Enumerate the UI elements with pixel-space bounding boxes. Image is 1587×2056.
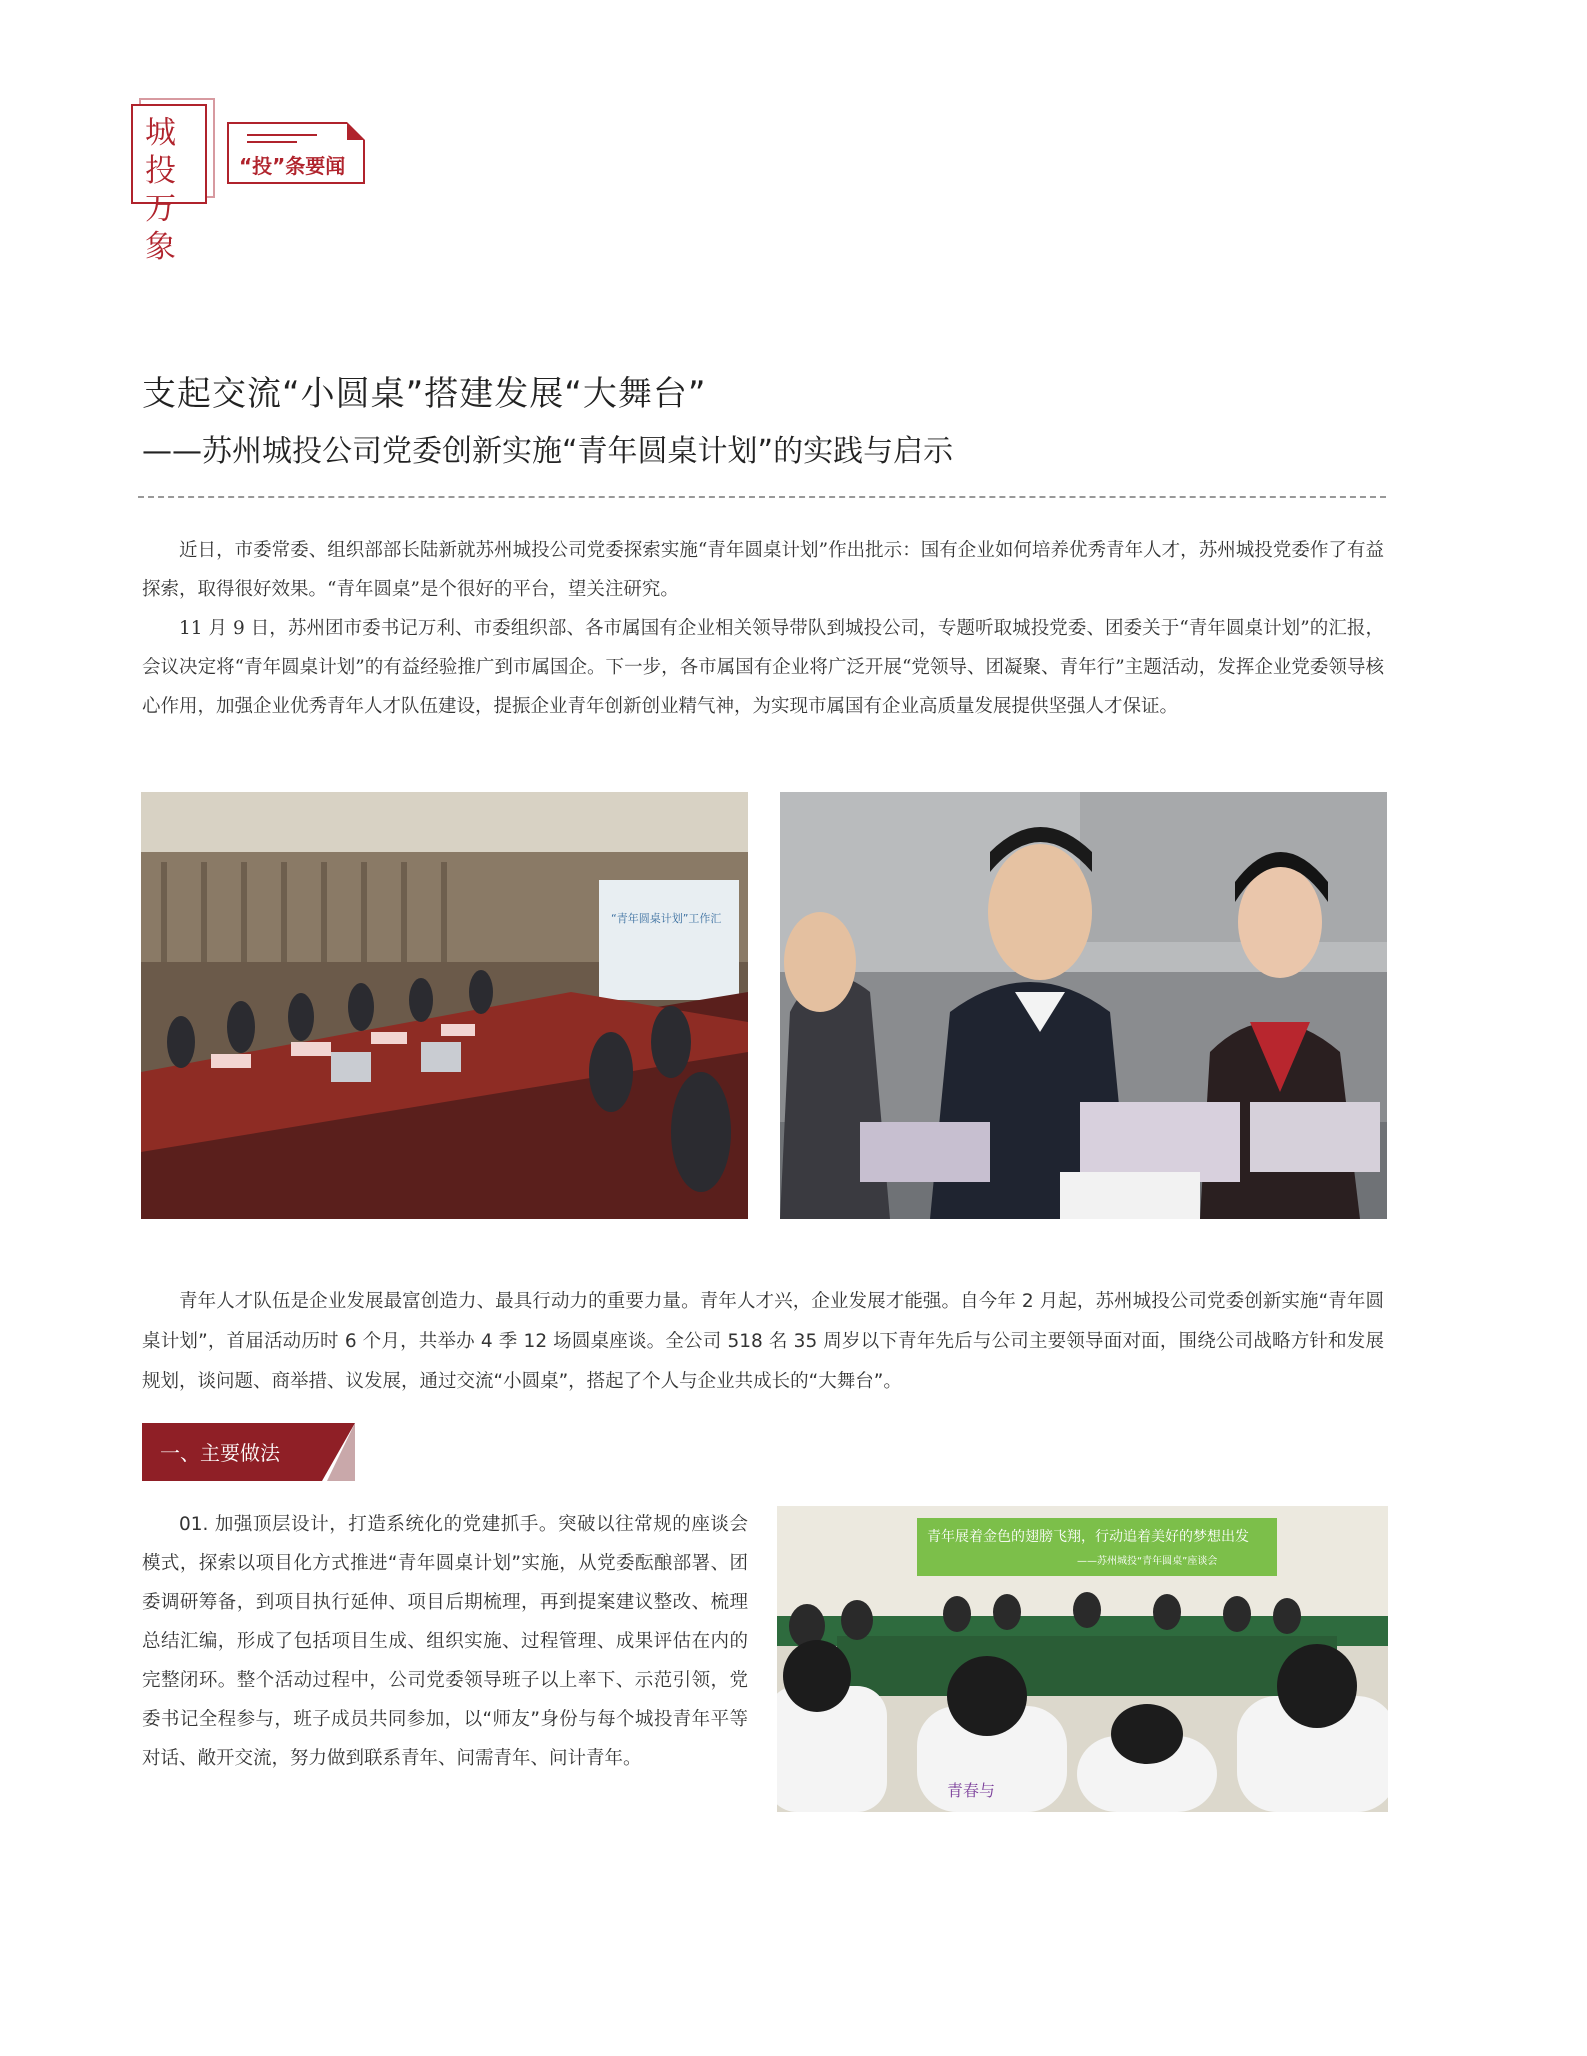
tag-fold-corner: [347, 122, 365, 140]
photo-meeting-room: [141, 792, 748, 1219]
photo-officials-closeup: [780, 792, 1387, 1219]
forum-banner-text: 青年展着金色的翅膀飞翔，行动追着美好的梦想出发: [927, 1529, 1249, 1545]
magazine-logo: [131, 104, 207, 265]
intro-paragraph-2: 11 月 9 日，苏州团市委书记万利、市委组织部、各市属国有企业相关领导带队到城投公司，专题听取城投党委、团委关于“青年圆桌计划”的汇报，会议决定将“青年圆桌计划”的有益经验推广到市属国企。下一步，各市属国有企业将广泛开展“党领导、团凝聚、青年行”主题活动，发挥企业党委领导核心作用，加强企业优秀青年人才队伍建设，提振企业青年创新创业精气神，为实现市属国有企业高质量发展提供坚强人才保证。: [142, 618, 1384, 717]
body-paragraph: 青年人才队伍是企业发展最富创造力、最具行动力的重要力量。青年人才兴，企业发展才能强。自今年 2 月起，苏州城投公司党委创新实施“青年圆桌计划”，首届活动历时 6 个月，共举办 4 季 12 场圆桌座谈。全公司 518 名 35 周岁以下青年先后与公司主要领导面对面，围绕公司战略方针和发展规划，谈问题、商举措、议发展，通过交流“小圆桌”，搭起了个人与企业共成长的“大舞台”。: [142, 1291, 1384, 1392]
section-tag: [227, 122, 365, 184]
section-tag-label: “投”条要闻: [239, 154, 346, 178]
photo-youth-forum: [777, 1506, 1388, 1812]
tshirt-text: 青春与: [947, 1781, 996, 1800]
section-heading-label: 一、主要做法: [160, 1441, 280, 1465]
forum-banner-subtext: ——苏州城投“青年圆桌”座谈会: [1077, 1556, 1218, 1567]
section-heading-banner: [142, 1423, 355, 1481]
screen-text: “青年圆桌计划”工作汇: [611, 912, 722, 925]
article-title: 支起交流“小圆桌”搭建发展“大舞台”: [142, 374, 707, 414]
logo-text: 城投万象: [145, 115, 178, 265]
article-subtitle: ——苏州城投公司党委创新实施“青年圆桌计划”的实践与启示: [142, 434, 954, 469]
tag-decor-lines: [247, 134, 317, 148]
intro-paragraph-1: 近日，市委常委、组织部部长陆新就苏州城投公司党委探索实施“青年圆桌计划”作出批示：国有企业如何培养优秀青年人才，苏州城投党委作了有益探索，取得很好效果。“青年圆桌”是个很好的平台，望关注研究。: [142, 540, 1384, 600]
section-paragraph: 01. 加强顶层设计，打造系统化的党建抓手。突破以往常规的座谈会模式，探索以项目化方式推进“青年圆桌计划”实施，从党委酝酿部署、团委调研筹备，到项目执行延伸、项目后期梳理，再到提案建议整改、梳理总结汇编，形成了包括项目生成、组织实施、过程管理、成果评估在内的完整闭环。整个活动过程中，公司党委领导班子以上率下、示范引领，党委书记全程参与，班子成员共同参加，以“师友”身份与每个城投青年平等对话、敞开交流，努力做到联系青年、问需青年、问计青年。: [142, 1514, 748, 1769]
title-divider: [138, 496, 1386, 498]
